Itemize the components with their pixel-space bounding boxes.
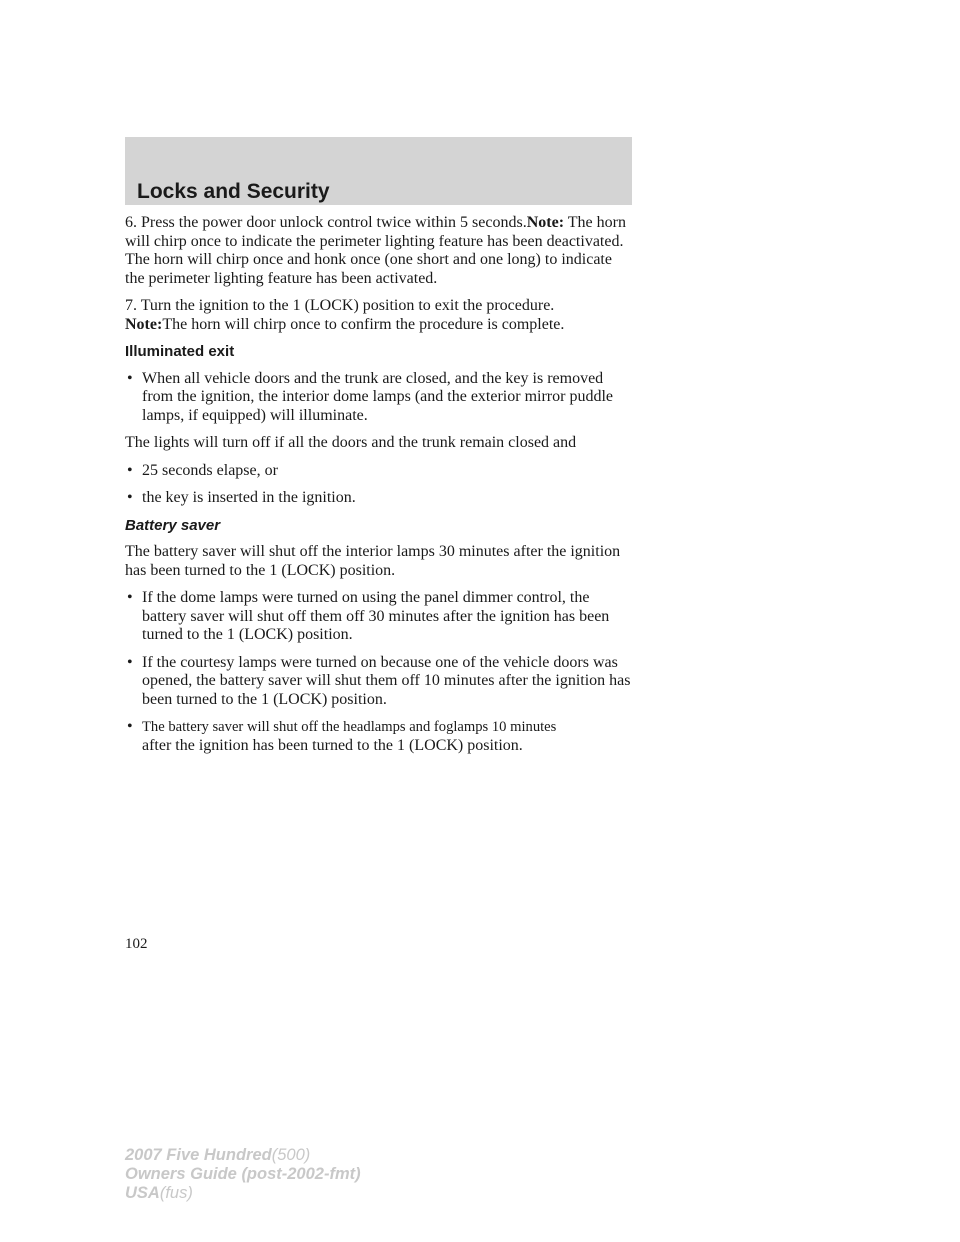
footer-line-1 <box>125 1146 361 1165</box>
footer-line-2 <box>125 1165 361 1184</box>
footer-model-code: (500) <box>271 1146 311 1164</box>
section-title: Locks and Security <box>137 180 330 203</box>
list-item <box>125 589 635 645</box>
footer-model: 2007 Five Hundred <box>125 1146 272 1164</box>
footer-guide-type: Owners Guide (post-2002-fmt) <box>125 1165 361 1183</box>
list-item <box>125 462 635 481</box>
bullet-icon: • <box>127 589 133 606</box>
list-item-text: If the dome lamps were turned on using the panel dimmer control, the battery saver will shut off them off 30 minutes after the ignition has been turned to the 1 (LOCK) position. <box>142 589 610 643</box>
list-item <box>125 718 635 755</box>
bullet-icon: • <box>127 653 133 671</box>
document-footer <box>125 1146 361 1203</box>
step-6-text: 6. Press the power door unlock control twice within 5 seconds. <box>125 214 527 231</box>
list-item-text: When all vehicle doors and the trunk are closed, and the key is removed from the ignition, the interior dome lamps (and the exterior mirror puddle lamps, if equipped) will illuminate. <box>142 369 613 424</box>
step-6-note-text: The horn will chirp once to indicate the perimeter lighting feature has been deactivated. The horn will chirp once and honk once (one short and one long) to indicate the perimeter lighting feature has been activated. <box>125 214 626 287</box>
list-item-text <box>142 719 556 754</box>
section-header-band <box>125 137 632 205</box>
page-number: 102 <box>125 936 148 952</box>
step-7-note-label: Note: <box>125 315 163 333</box>
footer-line-3 <box>125 1184 361 1203</box>
bullet-icon: • <box>127 369 133 387</box>
step-6-paragraph <box>125 214 635 288</box>
step-7-text: 7. Turn the ignition to the 1 (LOCK) position to exit the procedure. <box>125 297 555 314</box>
step-7-paragraph <box>125 297 635 334</box>
list-item-text-line-2: after the ignition has been turned to the 1 (LOCK) position. <box>142 736 523 754</box>
battery-saver-paragraph: The battery saver will shut off the interior lamps 30 minutes after the ignition has been turned to the 1 (LOCK) position. <box>125 543 621 579</box>
bullet-icon: • <box>127 718 133 735</box>
illuminated-exit-heading: Illuminated exit <box>125 343 235 360</box>
page-content <box>125 214 635 764</box>
list-item-text: 25 seconds elapse, or <box>142 461 278 479</box>
list-item <box>125 370 635 426</box>
battery-saver-heading: Battery saver <box>125 516 221 534</box>
list-item <box>125 654 635 710</box>
footer-market: USA <box>125 1184 160 1202</box>
illuminated-exit-paragraph: The lights will turn off if all the doors and the trunk remain closed and <box>125 434 577 451</box>
list-item-text-line-1: The battery saver will shut off the headlamps and foglamps 10 minutes <box>142 719 557 735</box>
bullet-icon: • <box>127 461 133 479</box>
list-item <box>125 489 635 508</box>
step-6-note-label: Note: <box>526 214 565 231</box>
footer-market-code: (fus) <box>159 1184 193 1202</box>
bullet-icon: • <box>127 489 133 506</box>
list-item-text: If the courtesy lamps were turned on because one of the vehicle doors was opened, the battery saver will shut them off 10 minutes after the ignition has been turned to the 1 (LOCK) position. <box>142 653 631 708</box>
list-item-text: the key is inserted in the ignition. <box>142 489 356 506</box>
step-7-note-text: The horn will chirp once to confirm the procedure is complete. <box>162 315 565 333</box>
